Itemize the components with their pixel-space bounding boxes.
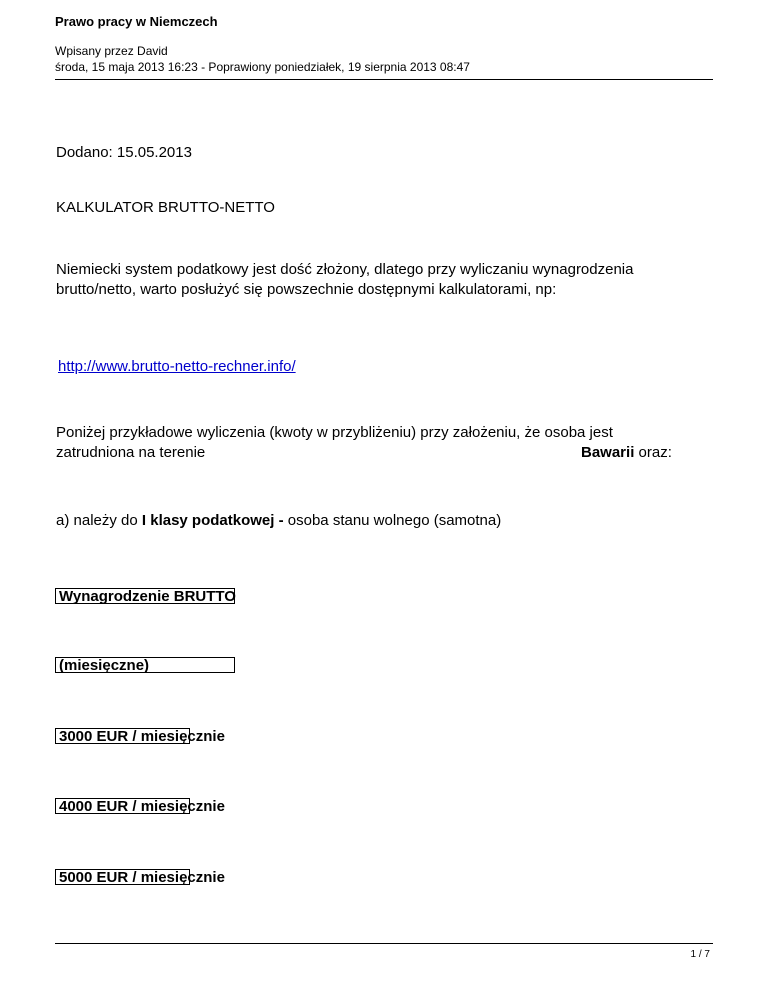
table-row-text: 5000 EUR / miesięcznie <box>59 869 225 886</box>
table-row-text: 3000 EUR / miesięcznie <box>59 728 225 745</box>
author-line: Wpisany przez David <box>55 44 168 58</box>
table-row <box>55 798 225 815</box>
example-line-2a: zatrudniona na terenie <box>56 444 206 461</box>
table-header-cell <box>55 588 235 604</box>
example-line-1: Poniżej przykładowe wyliczenia (kwoty w przybliżeniu) przy założeniu, że osoba jest <box>56 424 613 441</box>
tax-class-suffix: osoba stanu wolnego (samotna) <box>283 512 502 529</box>
table-row <box>55 869 225 886</box>
table-row-text: 4000 EUR / miesięcznie <box>59 798 225 815</box>
table-header-text: Wynagrodzenie BRUTTO <box>59 588 236 605</box>
calculator-link[interactable]: http://www.brutto-netto-rechner.info/ <box>58 358 296 375</box>
example-line-2b <box>581 443 672 463</box>
intro-line-2: brutto/netto, warto posłużyć się powszechnie dostępnymi kalkulatorami, np: <box>56 281 557 298</box>
header-divider <box>55 79 713 80</box>
intro-line-1: Niemiecki system podatkowy jest dość złożony, dlatego przy wyliczaniu wynagrodzenia <box>56 261 634 278</box>
tax-class-line <box>56 511 501 531</box>
tax-class-prefix: a) należy do <box>56 512 142 529</box>
section-heading: KALKULATOR BRUTTO-NETTO <box>56 199 275 216</box>
added-date: Dodano: 15.05.2013 <box>56 144 192 161</box>
table-subheader-cell <box>55 657 235 673</box>
table-row <box>55 728 225 745</box>
table-subheader-text: (miesięczne) <box>59 657 150 674</box>
dates-line: środa, 15 maja 2013 16:23 - Poprawiony poniedziałek, 19 sierpnia 2013 08:47 <box>55 60 470 74</box>
example-line-2-suffix: oraz: <box>634 444 672 461</box>
footer-divider <box>55 943 713 944</box>
tax-class-bold: I klasy podatkowej - <box>141 512 284 529</box>
page-number: 1 / 7 <box>690 949 710 960</box>
region-name: Bawarii <box>581 444 635 461</box>
document-title: Prawo pracy w Niemczech <box>55 14 218 29</box>
